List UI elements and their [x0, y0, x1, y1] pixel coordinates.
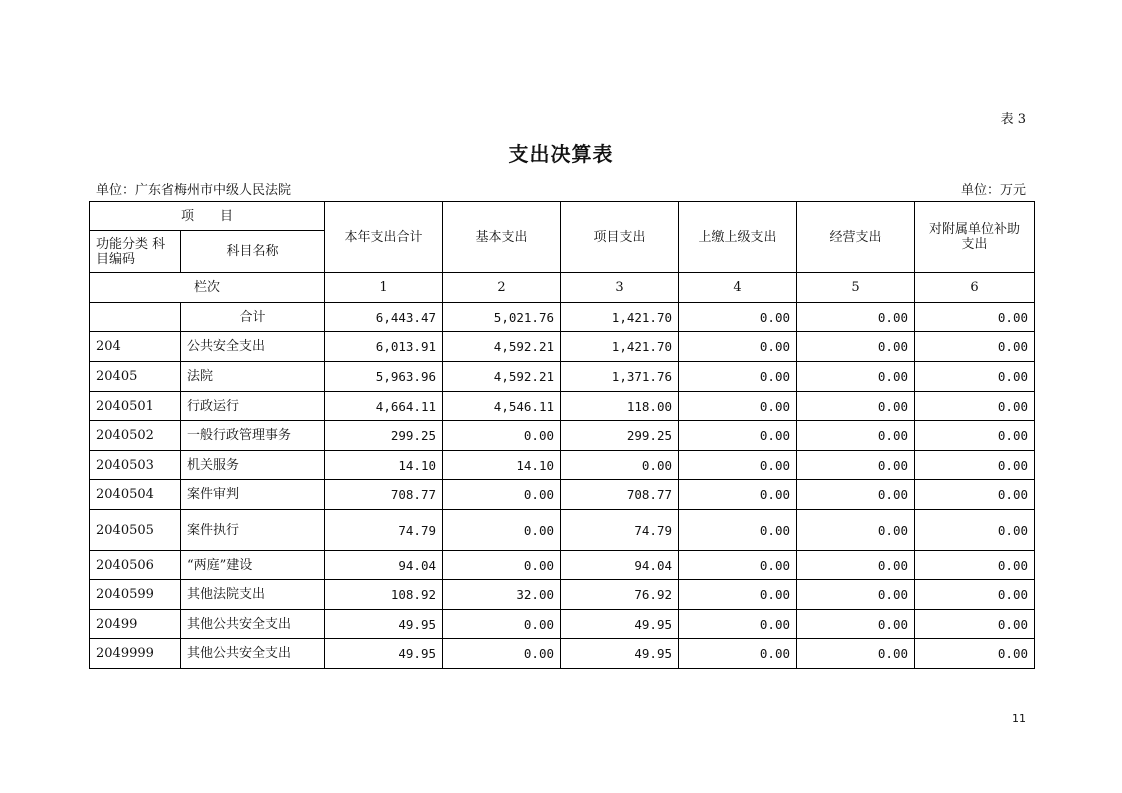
row-value-col-4: 0.00 [679, 610, 797, 639]
row-value-col-4: 0.00 [679, 580, 797, 610]
currency-unit: 单位：万元 [960, 183, 1026, 198]
row-code: 2040505 [90, 510, 181, 551]
row-value-col-4: 0.00 [679, 510, 797, 551]
row-code: 2049999 [90, 639, 181, 669]
row-value-col-4: 0.00 [679, 392, 797, 421]
row-code: 2040506 [90, 551, 181, 580]
table-row [90, 362, 1035, 392]
row-value-col-4: 0.00 [679, 332, 797, 362]
row-value-col-2: 0.00 [443, 610, 561, 639]
seq-2: 2 [443, 273, 561, 303]
row-code [90, 303, 181, 332]
row-value-col-4: 0.00 [679, 303, 797, 332]
page-number: 11 [1012, 712, 1026, 725]
row-value-col-2: 0.00 [443, 639, 561, 669]
header-col-6: 对附属单位补助 支出 [915, 202, 1035, 273]
row-value-col-5: 0.00 [797, 451, 915, 480]
row-name: 公共安全支出 [181, 332, 325, 362]
table-row [90, 551, 1035, 580]
row-name: 其他公共安全支出 [181, 639, 325, 669]
row-name: 其他公共安全支出 [181, 610, 325, 639]
row-value-col-1: 14.10 [325, 451, 443, 480]
row-value-col-6: 0.00 [915, 480, 1035, 510]
header-col-5: 经营支出 [797, 202, 915, 273]
seq-row [90, 273, 1035, 303]
row-value-col-2: 14.10 [443, 451, 561, 480]
row-code: 2040504 [90, 480, 181, 510]
reporting-unit: 单位：广东省梅州市中级人民法院 [96, 183, 292, 198]
row-value-col-2: 0.00 [443, 510, 561, 551]
row-value-col-6: 0.00 [915, 510, 1035, 551]
row-value-col-3: 94.04 [561, 551, 679, 580]
row-value-col-3: 49.95 [561, 639, 679, 669]
header-col-2: 基本支出 [443, 202, 561, 273]
seq-label: 栏次 [90, 273, 325, 303]
header-item: 项 目 [90, 202, 325, 231]
row-code: 2040503 [90, 451, 181, 480]
row-value-col-3: 0.00 [561, 451, 679, 480]
row-value-col-1: 6,443.47 [325, 303, 443, 332]
row-value-col-1: 299.25 [325, 421, 443, 451]
header-col-1: 本年支出合计 [325, 202, 443, 273]
row-name: 机关服务 [181, 451, 325, 480]
row-value-col-2: 32.00 [443, 580, 561, 610]
row-value-col-1: 6,013.91 [325, 332, 443, 362]
row-value-col-6: 0.00 [915, 639, 1035, 669]
row-value-col-5: 0.00 [797, 610, 915, 639]
table-row [90, 421, 1035, 451]
row-code: 20405 [90, 362, 181, 392]
row-value-col-5: 0.00 [797, 332, 915, 362]
row-code: 204 [90, 332, 181, 362]
table-row [90, 580, 1035, 610]
seq-3: 3 [561, 273, 679, 303]
row-value-col-4: 0.00 [679, 480, 797, 510]
row-value-col-6: 0.00 [915, 332, 1035, 362]
seq-5: 5 [797, 273, 915, 303]
table-row [90, 303, 1035, 332]
row-value-col-3: 299.25 [561, 421, 679, 451]
row-value-col-3: 708.77 [561, 480, 679, 510]
row-value-col-5: 0.00 [797, 392, 915, 421]
row-value-col-2: 0.00 [443, 421, 561, 451]
table-row [90, 392, 1035, 421]
header-col-4: 上缴上级支出 [679, 202, 797, 273]
header-row-1 [90, 202, 1035, 231]
row-value-col-5: 0.00 [797, 303, 915, 332]
row-value-col-3: 118.00 [561, 392, 679, 421]
row-value-col-3: 74.79 [561, 510, 679, 551]
row-name: 合计 [181, 303, 325, 332]
row-value-col-2: 4,546.11 [443, 392, 561, 421]
expenditure-table [89, 201, 1035, 669]
row-value-col-2: 0.00 [443, 480, 561, 510]
row-value-col-6: 0.00 [915, 421, 1035, 451]
row-value-col-4: 0.00 [679, 551, 797, 580]
row-value-col-5: 0.00 [797, 551, 915, 580]
table-row [90, 480, 1035, 510]
row-value-col-3: 1,421.70 [561, 303, 679, 332]
row-value-col-4: 0.00 [679, 639, 797, 669]
row-value-col-3: 76.92 [561, 580, 679, 610]
row-value-col-4: 0.00 [679, 362, 797, 392]
seq-4: 4 [679, 273, 797, 303]
seq-6: 6 [915, 273, 1035, 303]
row-value-col-1: 108.92 [325, 580, 443, 610]
row-name: 法院 [181, 362, 325, 392]
row-value-col-3: 1,371.76 [561, 362, 679, 392]
row-value-col-5: 0.00 [797, 362, 915, 392]
row-value-col-6: 0.00 [915, 362, 1035, 392]
row-value-col-5: 0.00 [797, 421, 915, 451]
header-name: 科目名称 [181, 231, 325, 273]
row-value-col-5: 0.00 [797, 639, 915, 669]
row-code: 2040502 [90, 421, 181, 451]
row-value-col-1: 708.77 [325, 480, 443, 510]
row-code: 2040599 [90, 580, 181, 610]
row-name: 行政运行 [181, 392, 325, 421]
row-value-col-5: 0.00 [797, 510, 915, 551]
row-value-col-4: 0.00 [679, 451, 797, 480]
row-value-col-1: 49.95 [325, 639, 443, 669]
header-col-3: 项目支出 [561, 202, 679, 273]
row-value-col-2: 4,592.21 [443, 332, 561, 362]
row-value-col-6: 0.00 [915, 551, 1035, 580]
table-row [90, 610, 1035, 639]
table-body [90, 303, 1035, 669]
row-name: “两庭”建设 [181, 551, 325, 580]
row-name: 案件审判 [181, 480, 325, 510]
row-value-col-2: 0.00 [443, 551, 561, 580]
row-value-col-4: 0.00 [679, 421, 797, 451]
row-name: 一般行政管理事务 [181, 421, 325, 451]
row-value-col-6: 0.00 [915, 580, 1035, 610]
table-number: 表 3 [1000, 112, 1026, 127]
row-code: 2040501 [90, 392, 181, 421]
row-value-col-1: 4,664.11 [325, 392, 443, 421]
row-value-col-6: 0.00 [915, 392, 1035, 421]
row-value-col-3: 49.95 [561, 610, 679, 639]
seq-1: 1 [325, 273, 443, 303]
row-value-col-1: 74.79 [325, 510, 443, 551]
table-row [90, 639, 1035, 669]
row-value-col-6: 0.00 [915, 303, 1035, 332]
row-value-col-2: 4,592.21 [443, 362, 561, 392]
row-value-col-6: 0.00 [915, 451, 1035, 480]
row-value-col-3: 1,421.70 [561, 332, 679, 362]
table-row [90, 510, 1035, 551]
row-value-col-1: 49.95 [325, 610, 443, 639]
header-code: 功能分类 科目编码 [90, 231, 181, 273]
row-value-col-1: 5,963.96 [325, 362, 443, 392]
table-row [90, 451, 1035, 480]
row-name: 案件执行 [181, 510, 325, 551]
page-title: 支出决算表 [508, 142, 614, 166]
row-value-col-5: 0.00 [797, 580, 915, 610]
row-name: 其他法院支出 [181, 580, 325, 610]
row-code: 20499 [90, 610, 181, 639]
row-value-col-2: 5,021.76 [443, 303, 561, 332]
row-value-col-1: 94.04 [325, 551, 443, 580]
table-row [90, 332, 1035, 362]
row-value-col-5: 0.00 [797, 480, 915, 510]
row-value-col-6: 0.00 [915, 610, 1035, 639]
